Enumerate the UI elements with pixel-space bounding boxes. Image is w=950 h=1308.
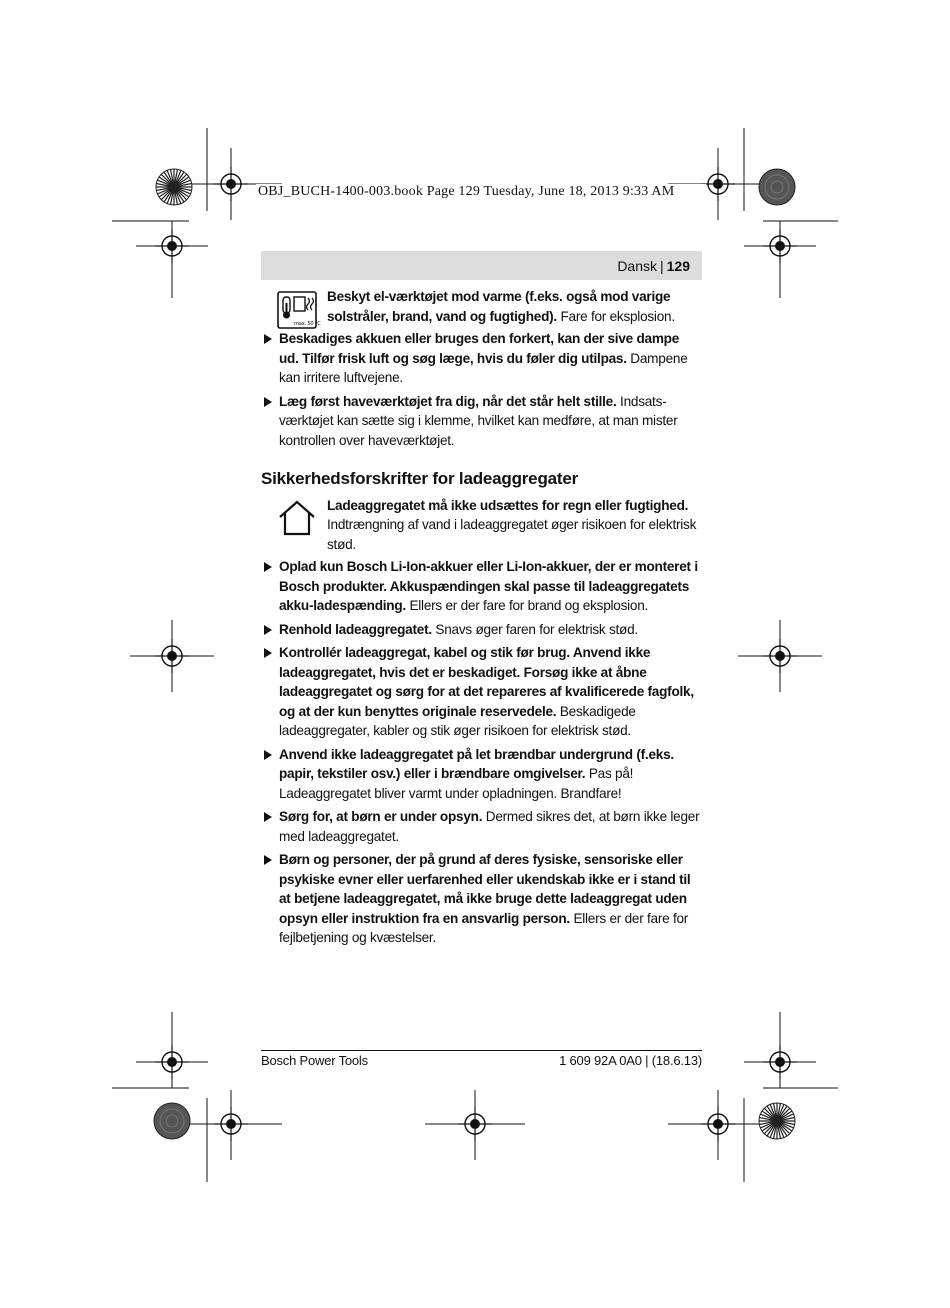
warning-indoor-bold: Ladeaggregatet må ikke udsættes for regn eller fugtighed.: [327, 497, 689, 513]
bullet-normal: Beskadigede ladeaggregater, kabler og stik øger risikoen for elektrisk stød.: [279, 703, 636, 738]
page-content: [261, 287, 702, 952]
bullet-normal: Dampene kan irritere luftvejene.: [279, 350, 688, 385]
bullet-arrow-icon: [264, 750, 272, 760]
warning-indoor-normal: Indtrængning af vand i ladeaggregatet øger risikoen for elektrisk stød.: [327, 517, 697, 552]
indoor-use-house-icon: [277, 500, 317, 536]
bullet-bold: Kontrollér ladeaggregat, kabel og stik før brug. Anvend ikke ladeaggregatet, hvis det er beskadiget. Forsøg ikke at åbne ladeaggregatet og sørg for at det repareres af kvalificerede fagfolk, og at der kun benyttes originale reservedele.: [279, 645, 694, 719]
bullet-bold: Læg først haveværktøjet fra dig, når det står helt stille.: [279, 393, 617, 409]
bullet-normal: Ellers er der fare for fejlbetjening og kvæstelser.: [279, 910, 689, 945]
bullet-bold: Sørg for, at børn er under opsyn.: [279, 809, 483, 824]
bullet-normal: Dermed sikres det, at børn ikke leger med ladeaggregatet.: [279, 809, 700, 844]
bullet-item: [261, 643, 702, 741]
warning-heat-bold: Beskyt el-værktøjet mod varme (f.eks. også mod varige solstråler, brand, vand og fugtighed).: [327, 289, 671, 324]
heat-icon-label: max. 50 °C: [294, 321, 321, 327]
bullet-item: [261, 329, 702, 388]
bullet-arrow-icon: [264, 334, 272, 344]
bullet-arrow-icon: [264, 812, 272, 822]
header-language: Dansk: [617, 257, 657, 274]
bullet-item: [261, 745, 702, 804]
bullet-item: [261, 620, 702, 640]
bullet-bold: Anvend ikke ladeaggregatet på let brændbar undergrund (f.eks. papir, tekstiler osv.) eller i brændbare omgivelser.: [279, 746, 674, 781]
page-header: [261, 251, 702, 280]
bullet-item: [261, 850, 702, 948]
bullet-arrow-icon: [264, 625, 272, 635]
heat-warning-icon: [277, 291, 321, 329]
file-slug-line: OBJ_BUCH-1400-003.book Page 129 Tuesday, June 18, 2013 9:33 AM: [256, 184, 706, 200]
bullet-arrow-icon: [264, 397, 272, 407]
bullet-arrow-icon: [264, 648, 272, 658]
bullet-item: [261, 807, 702, 846]
bullet-normal: Ellers er der fare for brand og eksplosion.: [405, 598, 649, 613]
bullet-bold: Renhold ladeaggregatet.: [279, 621, 432, 637]
warning-heat-item: [261, 287, 702, 326]
warning-heat-normal: Fare for eksplosion.: [556, 308, 675, 324]
bullet-arrow-icon: [264, 562, 272, 572]
bullet-arrow-icon: [264, 855, 272, 865]
footer-brand: Bosch Power Tools: [261, 1053, 368, 1068]
page-number: 129: [666, 257, 690, 274]
bullet-bold: Børn og personer, der på grund af deres fysiske, sensoriske eller psykiske evner eller uerfarenhed eller ukendskab ikke er i stand til at betjene ladeaggregatet, må ikke bruge dette ladeaggregat uden opsyn eller instruktion fra en ansvarlig person.: [279, 852, 691, 926]
bullet-bold: Beskadiges akkuen eller bruges den forkert, kan der sive dampe ud. Tilfør frisk luft og søg læge, hvis du føler dig utilpas.: [279, 331, 680, 366]
bullet-bold: Oplad kun Bosch Li-Ion-akkuer eller Li-Ion-akkuer, der er monteret i Bosch produkter. Akkuspændingen skal passe til ladeaggregatets akku-ladespænding.: [279, 559, 698, 613]
bullet-item: [261, 392, 702, 451]
section-title: Sikkerhedsforskrifter for ladeaggregater: [261, 469, 579, 488]
bullet-normal: Indsats-værktøjet kan sætte sig i klemme, hvilket kan medføre, at man mister kontrollen over haveværktøjet.: [279, 393, 678, 448]
warning-indoor-item: [261, 496, 702, 555]
bullet-normal: Pas på! Ladeaggregatet bliver varmt under opladningen. Brandfare!: [279, 766, 634, 801]
header-separator: |: [660, 257, 664, 274]
bullet-normal: Snavs øger faren for elektrisk stød.: [431, 621, 638, 637]
bullet-item: [261, 557, 702, 616]
footer-doc-number: 1 609 92A 0A0 | (18.6.13): [559, 1053, 702, 1068]
footer-rule: [261, 1050, 702, 1051]
